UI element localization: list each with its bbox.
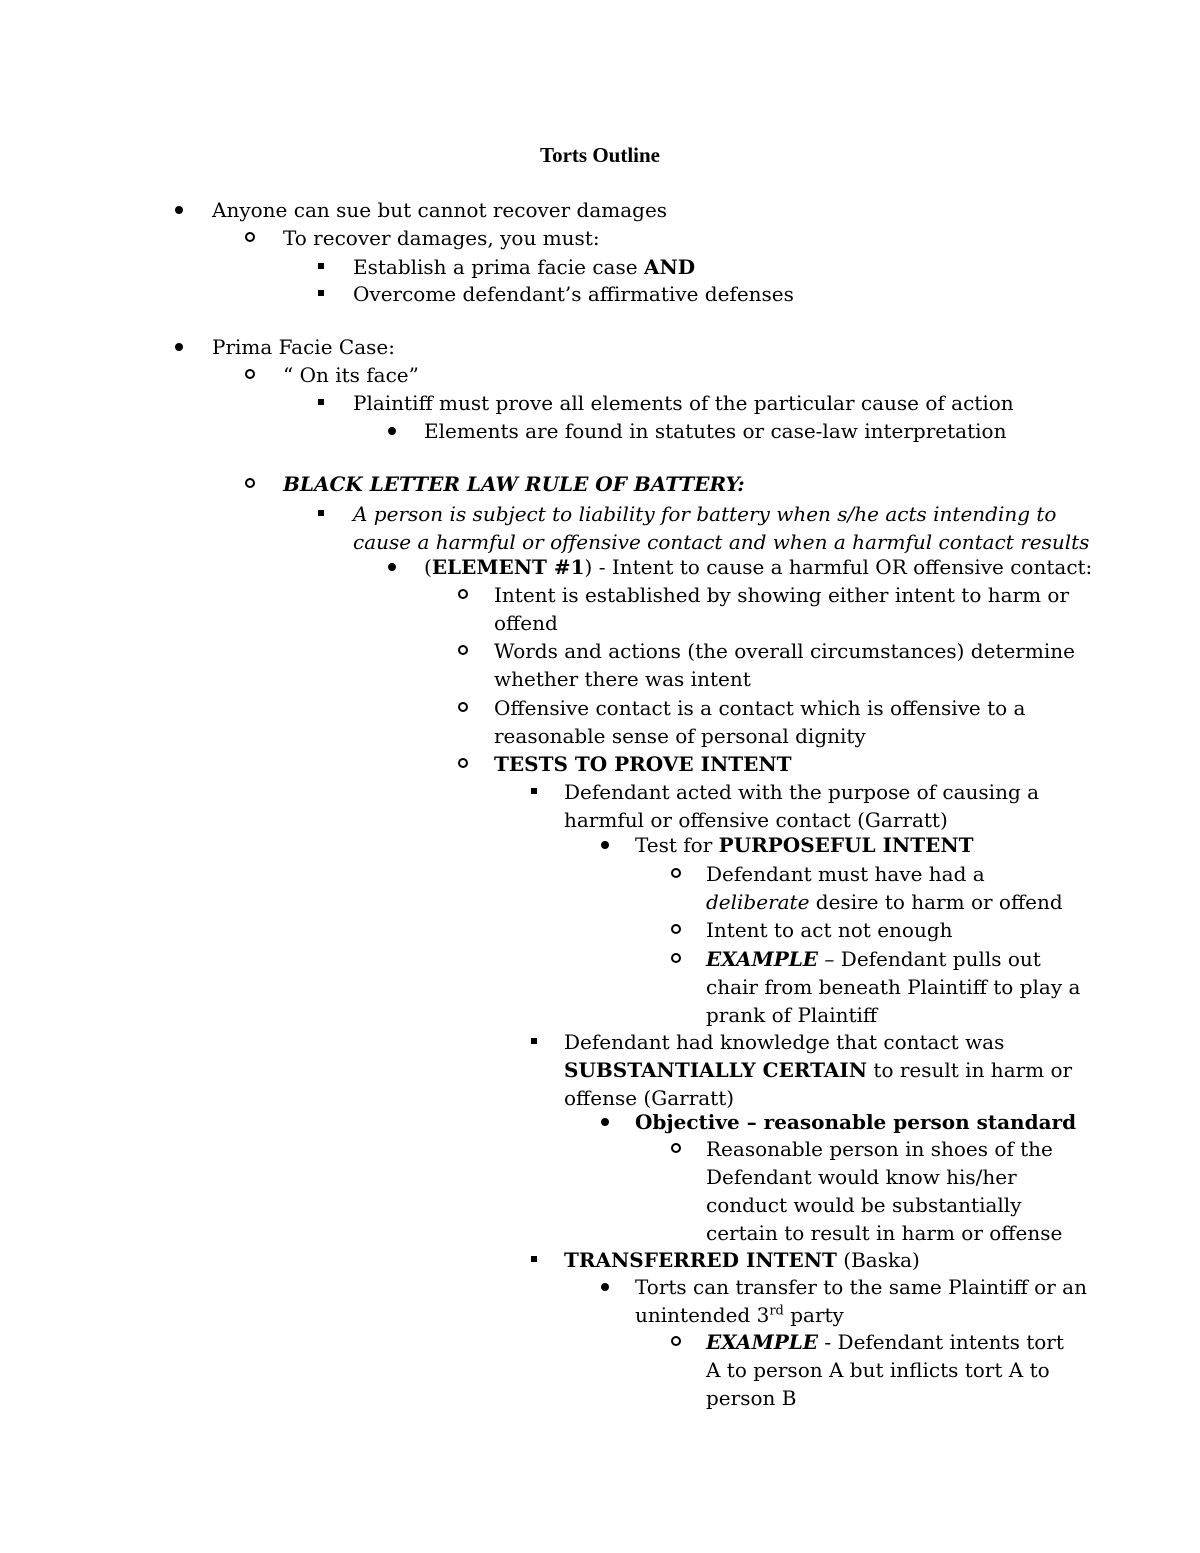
circle-bullet-icon [456,750,470,768]
list-item-text: EXAMPLE – Defendant pulls out chair from beneath Plaintiff to play a prank of Plaintiff [706,947,1081,1027]
disc-bullet-icon [598,1108,612,1126]
disc-bullet-icon [598,1273,612,1291]
list-item-text: Prima Facie Case: [212,335,395,359]
list-item-text: Anyone can sue but cannot recover damages [212,198,668,222]
disc-bullet-icon [172,196,186,214]
list-item-text: Elements are found in statutes or case-law interpretation [424,419,1007,443]
circle-bullet-icon [669,916,683,934]
circle-bullet-icon [669,1135,683,1153]
list-item-text: Establish a prima facie case AND [353,255,696,279]
list-item [527,1246,920,1274]
list-item-text: To recover damages, you must: [283,226,600,250]
square-bullet-icon [314,253,328,269]
list-item-text: Intent is established by showing either intent to harm or offend [494,583,1069,635]
list-item-text: Intent to act not enough [706,918,953,942]
list-item [314,389,1014,417]
square-bullet-icon [314,389,328,405]
list-item [385,553,1092,581]
list-item [598,1273,1087,1329]
list-item-text: Offensive contact is a contact which is offensive to a reasonable sense of personal dignity [494,696,1026,748]
square-bullet-icon [314,500,328,516]
circle-bullet-icon [243,224,257,242]
list-item-text: Objective – reasonable person standard [635,1110,1077,1134]
list-item [385,417,1006,445]
list-item [669,916,953,944]
list-item [598,831,974,859]
list-item [243,224,600,252]
disc-bullet-icon [598,831,612,849]
list-item-text: TESTS TO PROVE INTENT [494,752,792,776]
list-item [456,750,792,778]
square-bullet-icon [527,1246,541,1262]
list-item-text: Words and actions (the overall circumstances) determine whether there was intent [494,639,1075,691]
list-item [314,253,695,281]
list-item [527,778,1039,834]
list-item [314,500,1089,556]
list-item [314,280,794,308]
circle-bullet-icon [243,470,257,488]
list-item-text: EXAMPLE - Defendant intents tort A to person A but inflicts tort A to person B [706,1330,1064,1410]
list-item [456,637,1075,693]
circle-bullet-icon [456,581,470,599]
list-item-text: TRANSFERRED INTENT (Baska) [564,1248,920,1272]
list-item [669,860,1063,916]
list-item [527,1028,1072,1112]
list-item [456,694,1025,750]
circle-bullet-icon [669,860,683,878]
circle-bullet-icon [669,1328,683,1346]
list-item [598,1108,1076,1136]
disc-bullet-icon [385,553,399,571]
list-item-text: A person is subject to liability for battery when s/he acts intending to cause a harmful or offensive contact and when a harmful contact results [353,502,1090,554]
list-item-text: Torts can transfer to the same Plaintiff or an unintended 3rd party [635,1275,1087,1327]
list-item-text: Defendant must have had a deliberate desire to harm or offend [706,862,1063,914]
circle-bullet-icon [456,694,470,712]
list-item-text: Plaintiff must prove all elements of the particular cause of action [353,391,1014,415]
circle-bullet-icon [456,637,470,655]
circle-bullet-icon [669,945,683,963]
list-item [669,945,1080,1029]
list-item-text: Defendant acted with the purpose of causing a harmful or offensive contact (Garratt) [564,780,1040,832]
square-bullet-icon [527,1028,541,1044]
list-item [172,196,667,224]
square-bullet-icon [314,280,328,296]
list-item-text: Reasonable person in shoes of the Defendant would know his/her conduct would be substantially certain to result in harm or offense [706,1137,1063,1245]
list-item [669,1328,1064,1412]
list-item-text: Overcome defendant’s affirmative defenses [353,282,794,306]
section-heading: BLACK LETTER LAW RULE OF BATTERY: [283,472,745,496]
list-item [456,581,1069,637]
square-bullet-icon [527,778,541,794]
circle-bullet-icon [243,361,257,379]
list-item-text: Defendant had knowledge that contact was SUBSTANTIALLY CERTAIN to result in harm or offense (Garratt) [564,1030,1073,1110]
disc-bullet-icon [172,333,186,351]
disc-bullet-icon [385,417,399,435]
list-item [669,1135,1062,1247]
list-item-text: “ On its face” [283,363,419,387]
list-item-text: Test for PURPOSEFUL INTENT [635,833,974,857]
list-item [172,333,395,361]
page-title: Torts Outline [540,143,660,167]
list-item [243,470,745,498]
list-item [243,361,419,389]
list-item-text: (ELEMENT #1) - Intent to cause a harmful OR offensive contact: [424,555,1093,579]
